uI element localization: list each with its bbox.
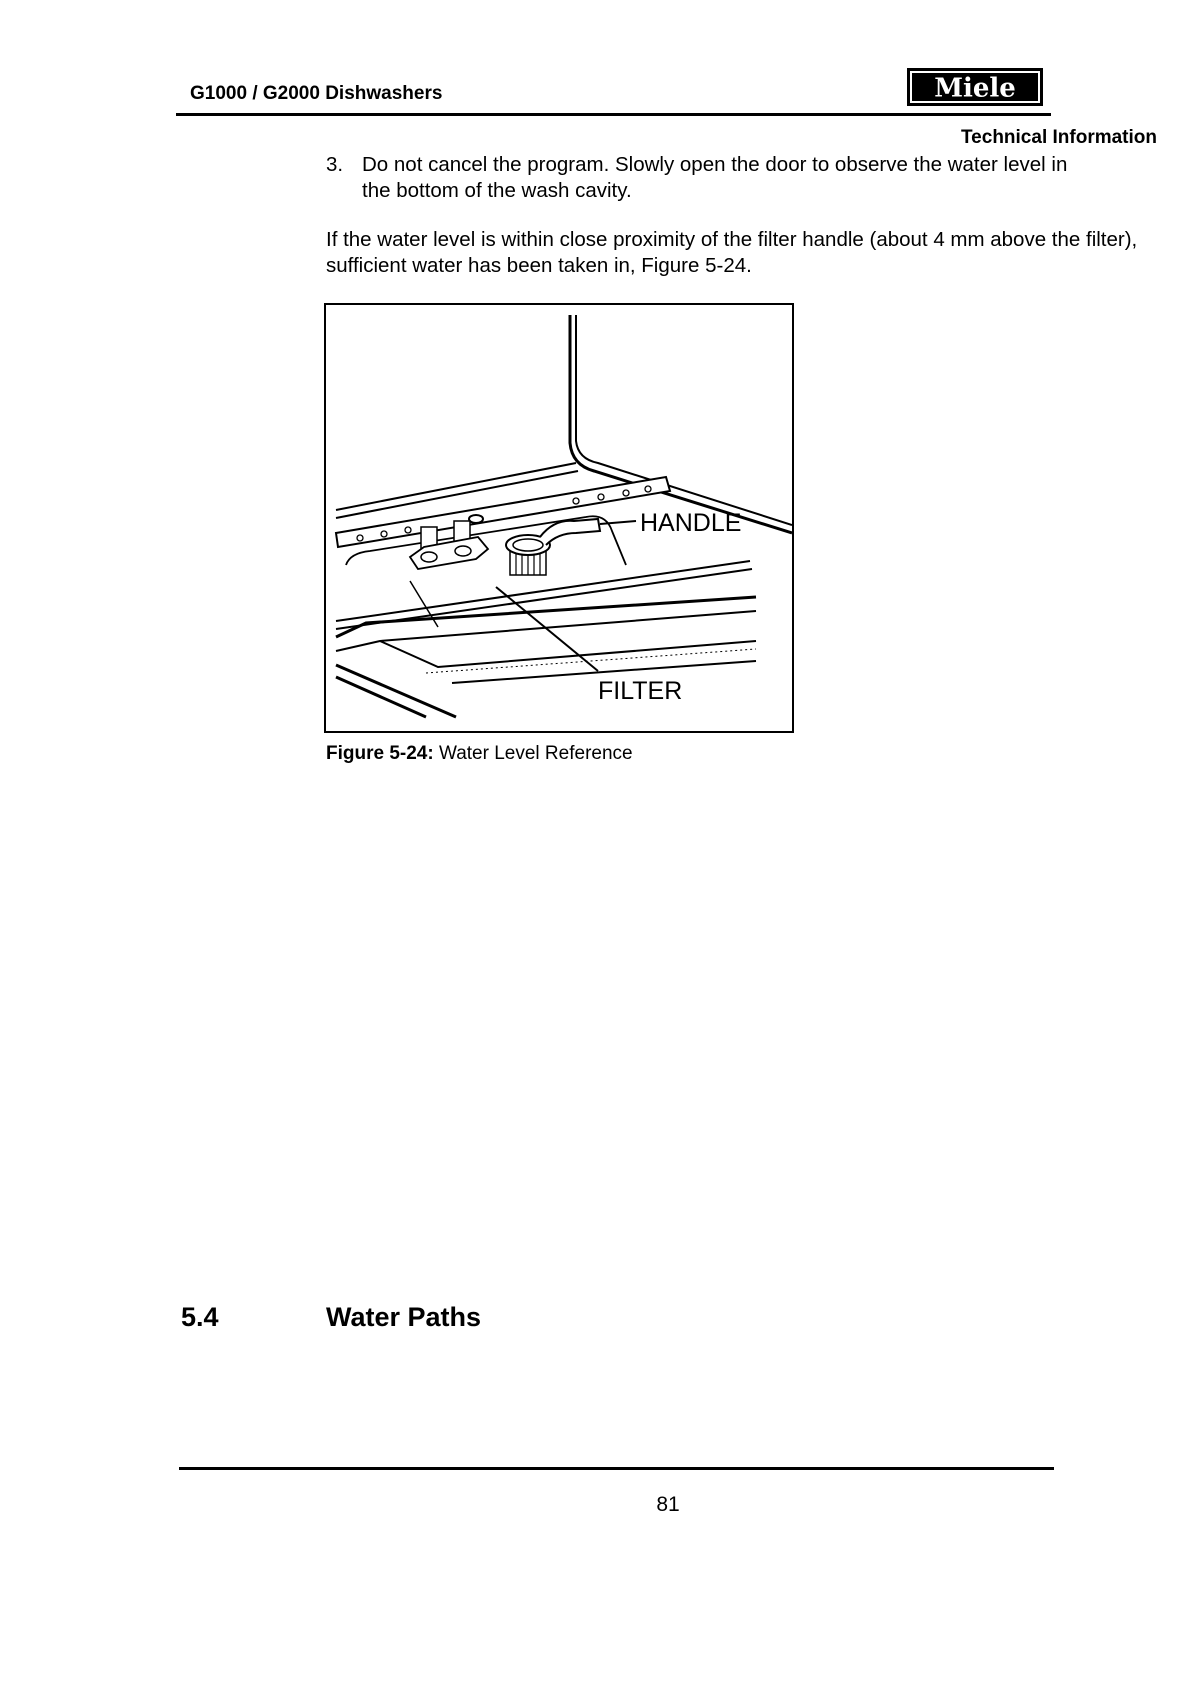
step-number: 3. bbox=[326, 153, 344, 176]
document-title: G1000 / G2000 Dishwashers bbox=[190, 83, 443, 104]
figure-caption bbox=[326, 743, 633, 765]
page-number: 81 bbox=[656, 1493, 680, 1516]
caption-text: Water Level Reference bbox=[433, 743, 633, 764]
caption-label: Figure 5-24: bbox=[326, 743, 434, 764]
handle-label: HANDLE bbox=[640, 509, 742, 537]
section-number: 5.4 bbox=[181, 1302, 219, 1332]
dishwasher-tub-illustration bbox=[326, 305, 792, 731]
logo-text: Miele bbox=[934, 73, 1016, 104]
section-title: Water Paths bbox=[326, 1302, 482, 1332]
figure-water-level bbox=[324, 303, 794, 733]
step-text: Do not cancel the program. Slowly open the door to observe the water level in the bottom of the wash cavity. bbox=[362, 153, 1068, 202]
miele-logo bbox=[906, 67, 1044, 107]
section-tag: Technical Information bbox=[960, 127, 1157, 148]
header-rule bbox=[176, 113, 1051, 116]
footer-rule bbox=[179, 1467, 1054, 1470]
body-paragraph: If the water level is within close proximity of the filter handle (about 4 mm above the filter), sufficient water has been taken in, Figure 5-24. bbox=[326, 228, 1138, 277]
filter-label: FILTER bbox=[598, 677, 683, 705]
